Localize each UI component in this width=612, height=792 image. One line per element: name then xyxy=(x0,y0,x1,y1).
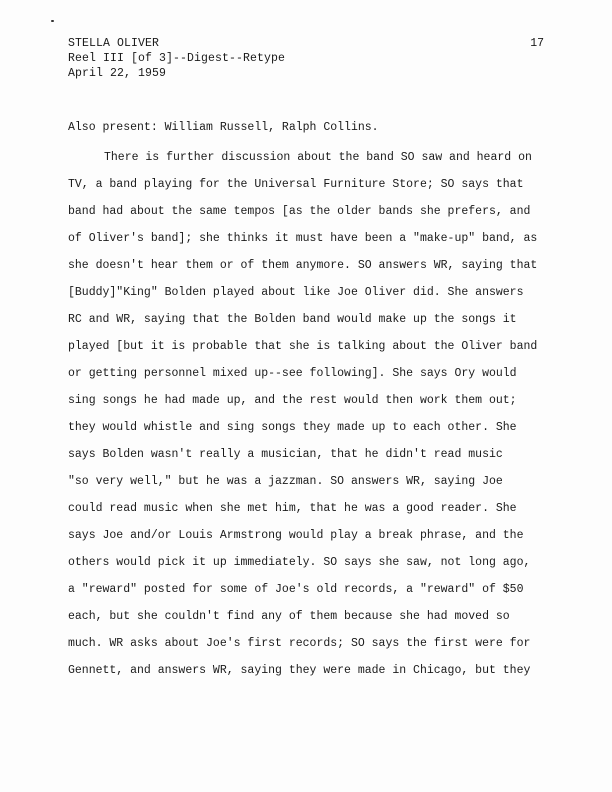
reel-info: Reel III [of 3]--Digest--Retype xyxy=(68,52,286,65)
transcript-line: a "reward" posted for some of Joe's old records, a "reward" of $50 xyxy=(68,583,524,596)
transcript-line: TV, a band playing for the Universal Furniture Store; SO says that xyxy=(68,178,524,191)
transcript-line: There is further discussion about the band SO saw and heard on xyxy=(104,151,532,164)
transcript-line: played [but it is probable that she is talking about the Oliver band xyxy=(68,340,538,353)
document-header xyxy=(68,36,285,81)
transcript-line: RC and WR, saying that the Bolden band would make up the songs it xyxy=(68,313,517,326)
scan-speck xyxy=(51,20,54,22)
transcript-line: band had about the same tempos [as the older bands she prefers, and xyxy=(68,205,531,218)
transcript-line: could read music when she met him, that he was a good reader. She xyxy=(68,502,517,515)
page-number: 17 xyxy=(530,37,544,50)
transcript-line: [Buddy]"King" Bolden played about like Joe Oliver did. She answers xyxy=(68,286,524,299)
transcript-line: "so very well," but he was a jazzman. SO answers WR, saying Joe xyxy=(68,475,503,488)
interview-date: April 22, 1959 xyxy=(68,67,167,80)
transcript-line: or getting personnel mixed up--see following]. She says Ory would xyxy=(68,367,517,380)
also-present-line: Also present: William Russell, Ralph Collins. xyxy=(68,121,379,134)
transcript-line: they would whistle and sing songs they made up to each other. She xyxy=(68,421,517,434)
transcript-line: says Bolden wasn't really a musician, that he didn't read music xyxy=(68,448,503,461)
transcript-line: much. WR asks about Joe's first records; SO says the first were for xyxy=(68,637,531,650)
interviewee-name: STELLA OLIVER xyxy=(68,37,160,50)
transcript-line: of Oliver's band]; she thinks it must have been a "make-up" band, as xyxy=(68,232,538,245)
transcript-line: she doesn't hear them or of them anymore. SO answers WR, saying that xyxy=(68,259,538,272)
transcript-line: each, but she couldn't find any of them because she had moved so xyxy=(68,610,510,623)
transcript-line: sing songs he had made up, and the rest would then work them out; xyxy=(68,394,517,407)
transcript-line: others would pick it up immediately. SO says she saw, not long ago, xyxy=(68,556,531,569)
transcript-line: says Joe and/or Louis Armstrong would play a break phrase, and the xyxy=(68,529,524,542)
transcript-line: Gennett, and answers WR, saying they were made in Chicago, but they xyxy=(68,664,531,677)
